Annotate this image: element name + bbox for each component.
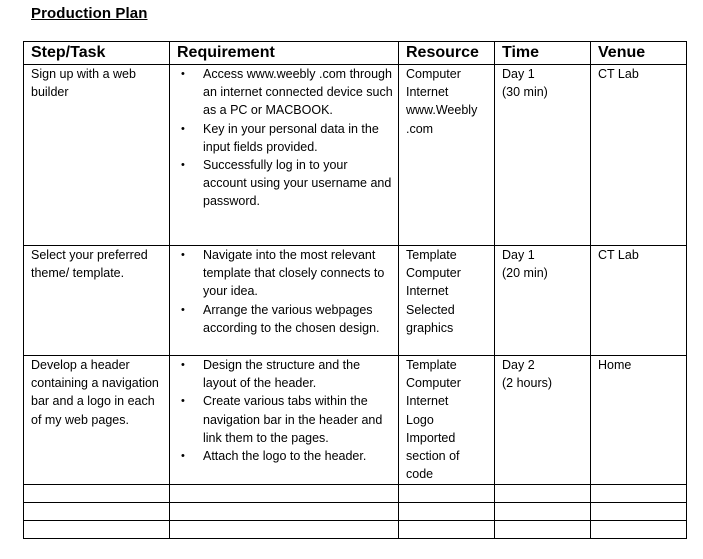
empty-cell (591, 485, 687, 503)
resource-item: Template (406, 248, 457, 262)
empty-cell (170, 521, 399, 539)
document-title: Production Plan (31, 5, 148, 22)
resource-item: section of (406, 449, 460, 464)
time-cell (495, 356, 591, 485)
production-plan-table (23, 41, 687, 539)
requirement-cell (170, 65, 399, 246)
header-time: Time (495, 42, 591, 65)
requirement-item: • Access www.weebly .com through an internet connected device such as a PC or MACBOOK. (181, 67, 393, 118)
resource-item: Logo (406, 412, 434, 427)
empty-cell (495, 503, 591, 521)
bullet-icon: • (181, 122, 185, 135)
resource-item: .com (406, 121, 434, 136)
empty-cell (495, 485, 591, 503)
venue-cell: CT Lab (591, 65, 687, 246)
resource-item: Internet (406, 394, 449, 409)
venue-cell: Home (591, 356, 687, 485)
step-cell: Develop a header containing a navigation bar and a logo in each of my web pages. (24, 356, 170, 485)
time-day: Day 2 (502, 358, 535, 372)
table-row (24, 356, 687, 485)
resource-cell (399, 356, 495, 485)
resource-item: Internet (406, 85, 449, 100)
time-duration: (20 min) (502, 266, 548, 281)
empty-cell (24, 503, 170, 521)
header-venue: Venue (591, 42, 687, 65)
empty-table-row (24, 503, 687, 521)
requirement-list (177, 356, 394, 465)
requirement-item: • Create various tabs within the navigation bar in the header and link them to the pages. (181, 394, 383, 445)
bullet-icon: • (181, 450, 185, 463)
empty-table-row (24, 485, 687, 503)
empty-cell (24, 485, 170, 503)
requirement-item: • Key in your personal data in the input fields provided. (181, 121, 379, 154)
resource-item: Template (406, 358, 457, 372)
requirement-item: • Navigate into the most relevant template that closely connects to your idea. (181, 248, 385, 299)
time-day: Day 1 (502, 67, 535, 81)
resource-cell (399, 246, 495, 356)
step-cell: Select your preferred theme/ template. (24, 246, 170, 356)
resource-item: Computer (406, 266, 461, 281)
bullet-icon: • (181, 395, 185, 408)
header-requirement: Requirement (170, 42, 399, 65)
time-duration: (30 min) (502, 85, 548, 100)
empty-cell (24, 521, 170, 539)
requirement-list (177, 65, 394, 211)
resource-item: Computer (406, 376, 461, 391)
empty-table-row (24, 521, 687, 539)
empty-cell (170, 485, 399, 503)
empty-cell (170, 503, 399, 521)
resource-item: Computer (406, 67, 461, 81)
time-day: Day 1 (502, 248, 535, 262)
bullet-icon: • (181, 68, 185, 80)
bullet-icon: • (181, 159, 185, 172)
requirement-item: • Design the structure and the layout of the header. (181, 358, 361, 391)
table-row (24, 246, 687, 356)
step-cell: Sign up with a web builder (24, 65, 170, 246)
time-cell (495, 246, 591, 356)
empty-cell (399, 503, 495, 521)
requirement-item: • Successfully log in to your account using your username and password. (181, 158, 392, 209)
time-duration: (2 hours) (502, 376, 553, 391)
time-cell (495, 65, 591, 246)
empty-cell (591, 503, 687, 521)
resource-item: Imported (406, 430, 456, 445)
empty-cell (399, 485, 495, 503)
empty-cell (399, 521, 495, 539)
header-step-task: Step/Task (24, 42, 170, 65)
requirement-list (177, 246, 394, 337)
empty-cell (591, 521, 687, 539)
resource-item: Selected (406, 302, 455, 317)
bullet-icon: • (181, 303, 185, 316)
bullet-icon: • (181, 249, 185, 261)
header-resource: Resource (399, 42, 495, 65)
requirement-item: • Arrange the various webpages according to the chosen design. (181, 302, 380, 335)
resource-item: code (406, 467, 434, 482)
resource-item: graphics (406, 320, 454, 335)
bullet-icon: • (181, 359, 185, 371)
requirement-cell (170, 356, 399, 485)
resource-item: Internet (406, 284, 449, 299)
resource-cell (399, 65, 495, 246)
table-header-row (24, 42, 687, 65)
requirement-cell (170, 246, 399, 356)
empty-cell (495, 521, 591, 539)
resource-item: www.Weebly (406, 103, 478, 118)
requirement-item: • Attach the logo to the header. (177, 447, 394, 465)
venue-cell: CT Lab (591, 246, 687, 356)
table-row (24, 65, 687, 246)
